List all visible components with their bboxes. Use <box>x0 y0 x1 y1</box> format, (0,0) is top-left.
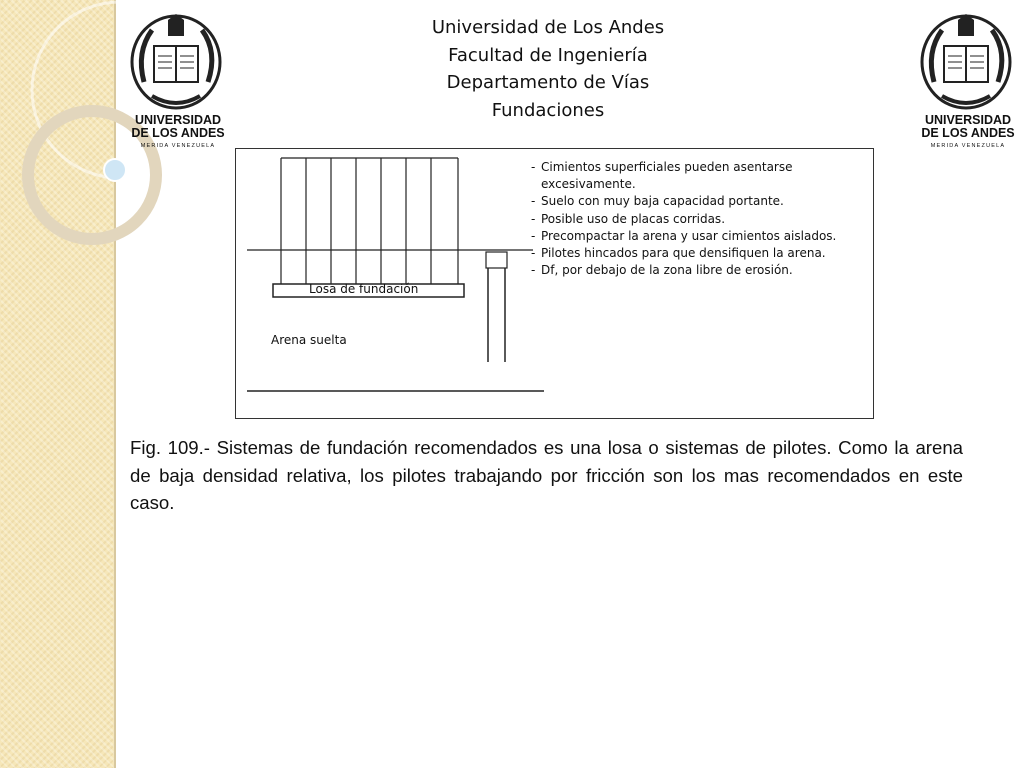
university-logo-right <box>920 12 1016 152</box>
svg-text:UNIVERSIDAD: UNIVERSIDAD <box>134 113 222 127</box>
note-item: - Suelo con muy baja capacidad portante. <box>531 194 784 209</box>
decorative-circles <box>0 0 140 260</box>
svg-text:MERIDA VENEZUELA: MERIDA VENEZUELA <box>140 143 216 149</box>
note-item: - Posible uso de placas corridas. <box>531 211 726 226</box>
sand-label: Arena suelta <box>271 333 347 347</box>
note-item: - Cimientos superficiales pueden asentarse excesivamente. <box>531 160 793 192</box>
foundation-figure <box>235 148 874 419</box>
note-item: - Df, por debajo de la zona libre de erosión. <box>531 263 793 278</box>
svg-text:MERIDA VENEZUELA: MERIDA VENEZUELA <box>930 143 1006 149</box>
pile-cap <box>486 252 507 268</box>
building-outline <box>281 158 458 284</box>
figure-caption: Fig. 109.- Sistemas de fundación recomendados es una losa o sistemas de pilotes. Como la arena de baja densidad relativa, los pilotes trabajando por fricción son los mas recomendados en este caso. <box>130 437 963 513</box>
note-item: - Precompactar la arena y usar cimientos aislados. <box>531 228 837 243</box>
figure-notes <box>531 159 871 279</box>
course-name: Fundaciones <box>491 99 605 121</box>
university-name: Universidad de Los Andes <box>431 17 665 38</box>
university-seal-icon <box>130 12 226 152</box>
svg-text:DE LOS ANDES: DE LOS ANDES <box>131 126 225 140</box>
faculty-name: Facultad de Ingeniería <box>448 44 648 66</box>
svg-text:UNIVERSIDAD: UNIVERSIDAD <box>924 113 1012 127</box>
bullet-dot <box>104 159 126 181</box>
university-logo-left <box>130 12 226 152</box>
svg-text:DE LOS ANDES: DE LOS ANDES <box>921 126 1015 140</box>
department-name: Departamento de Vías <box>446 72 650 93</box>
note-item: - Pilotes hincados para que densifiquen la arena. <box>531 246 826 261</box>
slab-label: Losa de fundación <box>309 282 419 296</box>
university-seal-icon <box>920 12 1016 152</box>
page-header <box>318 14 778 124</box>
